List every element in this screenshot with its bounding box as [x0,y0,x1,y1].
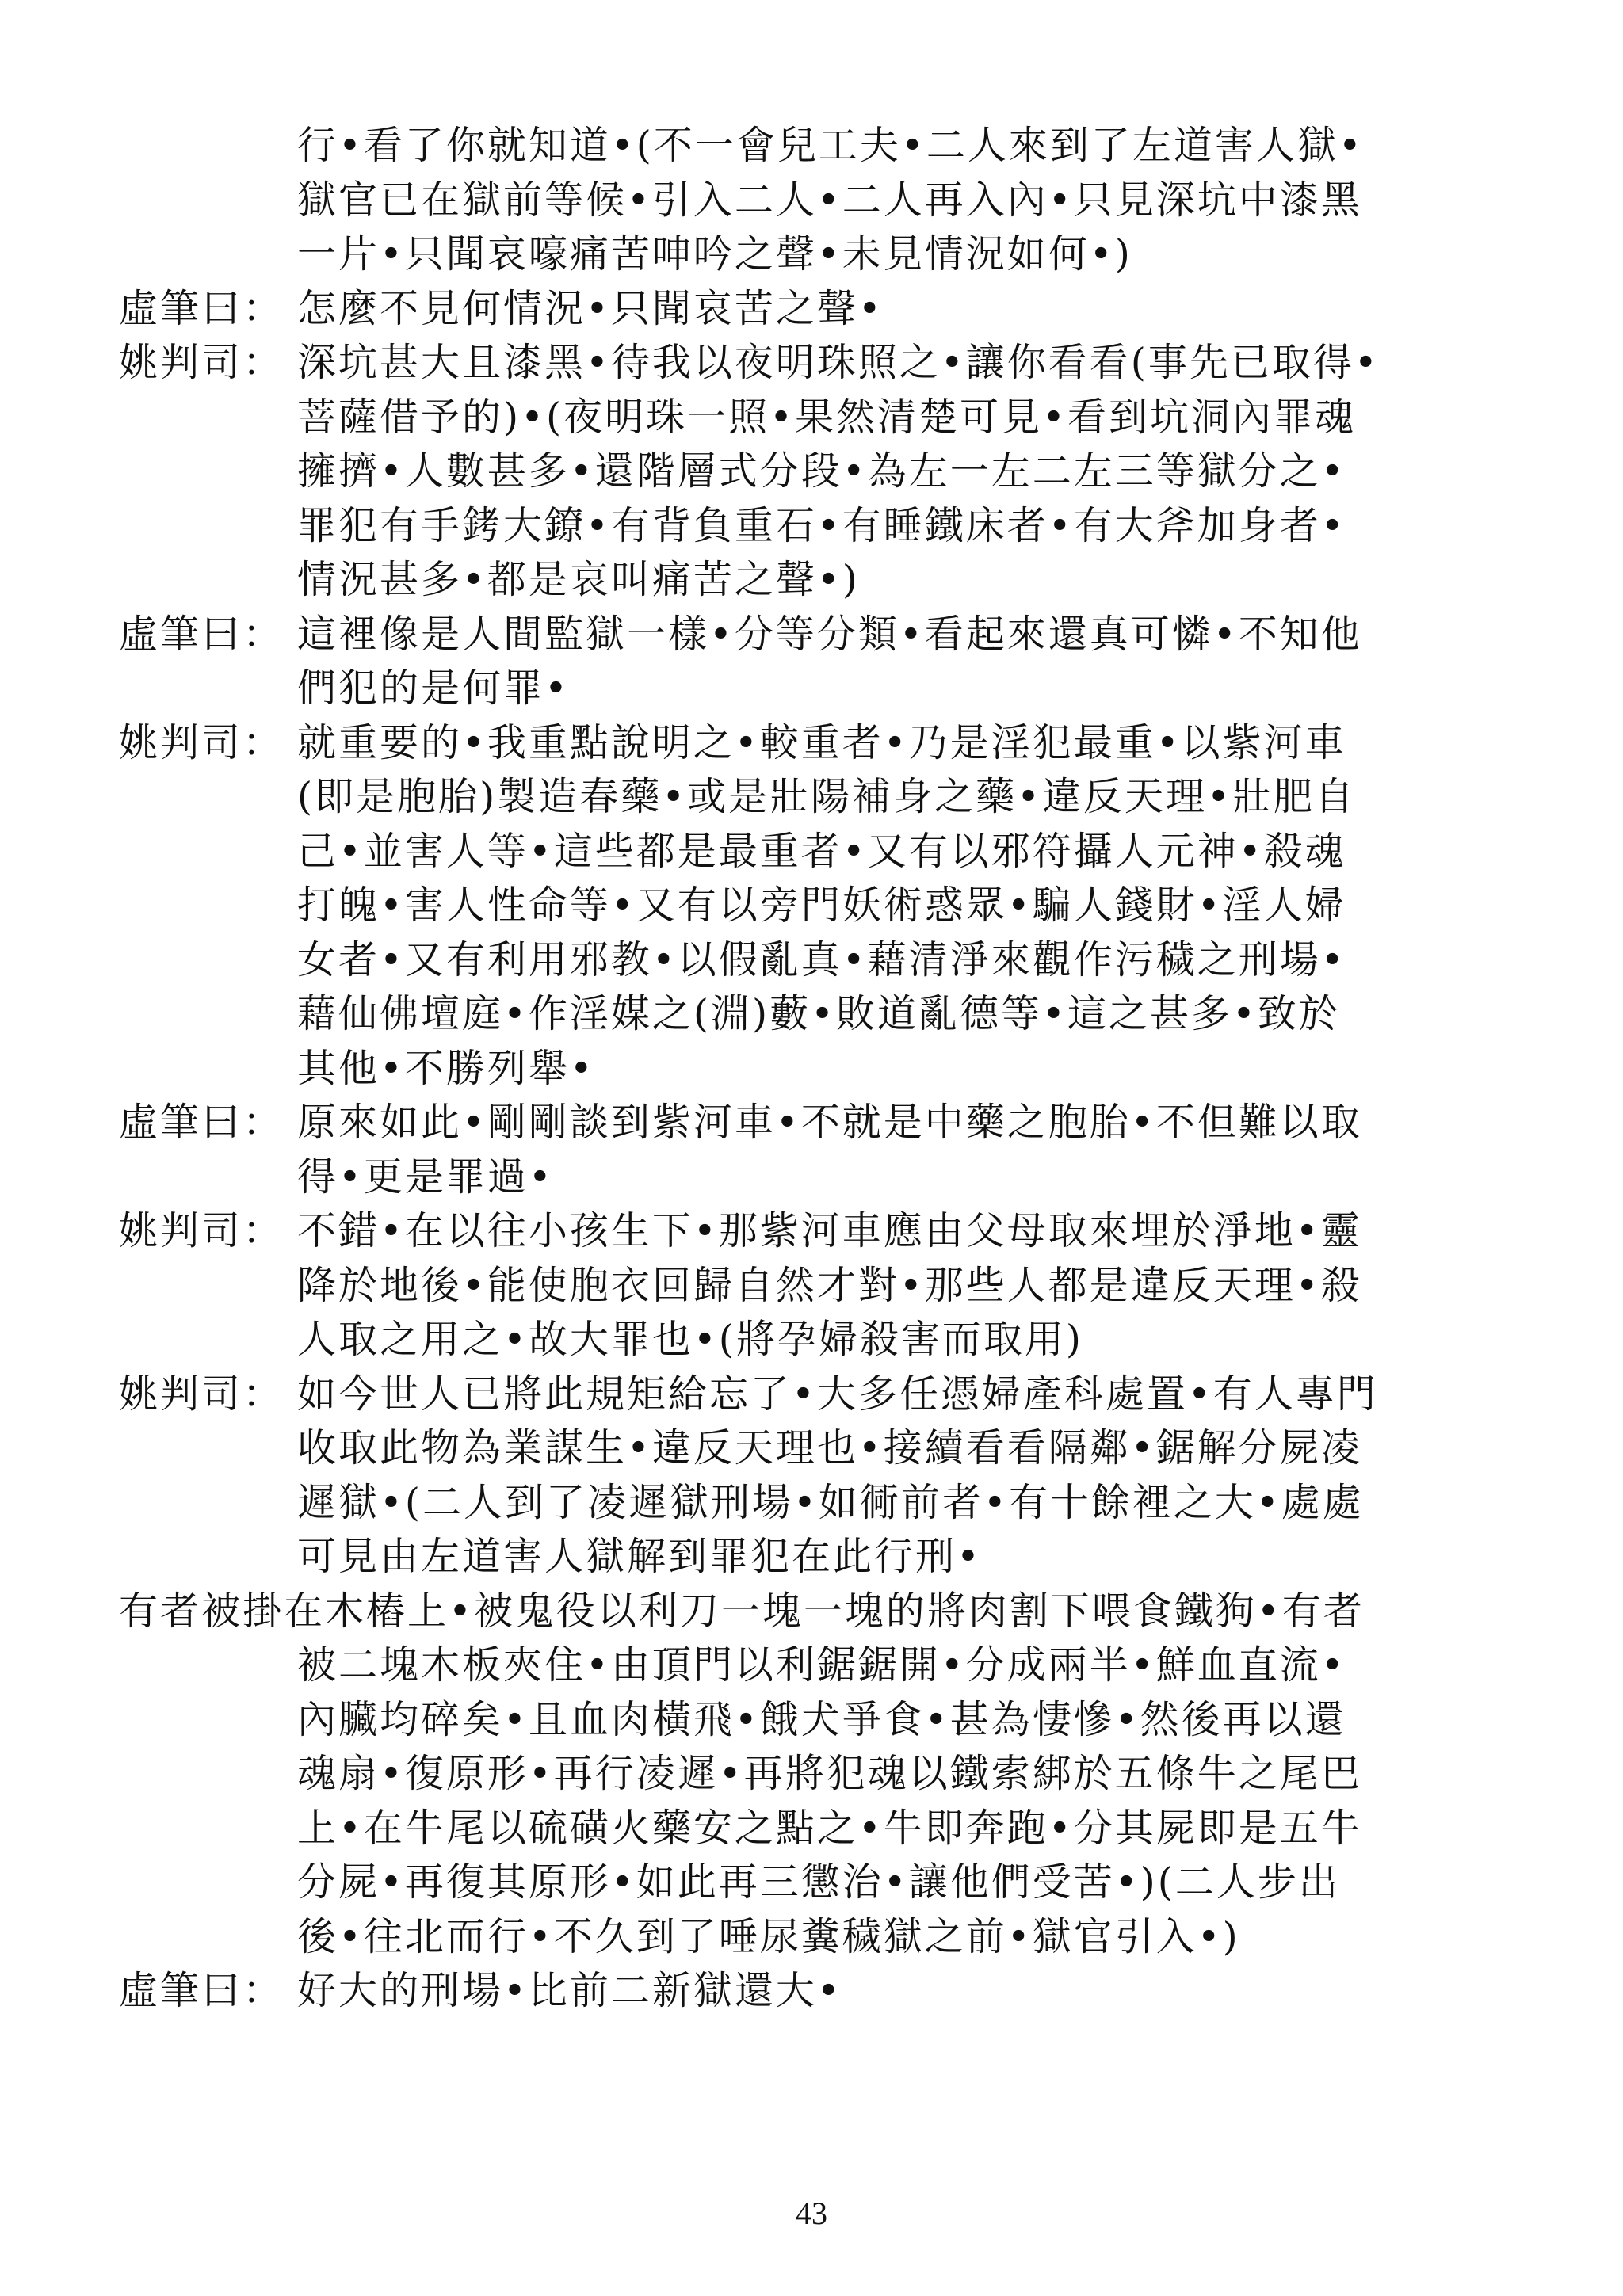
text-line: (即是胞胎)製造春藥•或是壯陽補身之藥•違反天理•壯肥自 [297,774,1356,819]
text-line: 己•並害人等•這些都是最重者•又有以邪符攝人元神•殺魂 [297,828,1346,874]
text-line: 獄官已在獄前等候•引入二人•二人再入內•只見深坑中漆黑 [297,177,1362,223]
page-body [119,119,1514,2019]
text-line: 原來如此•剛剛談到紫河車•不就是中藥之胞胎•不但難以取 [297,1100,1362,1145]
text-line: 深坑甚大且漆黑•待我以夜明珠照之•讓你看看(事先已取得• [297,340,1380,385]
text-line: 罪犯有手銬大鐐•有背負重石•有睡鐵床者•有大斧加身者• [297,502,1346,548]
dialogue-block [119,336,1514,608]
text-line: 就重要的•我重點說明之•較重者•乃是淫犯最重•以紫河車 [297,719,1346,765]
text-line: 魂扇•復原形•再行凌遲•再將犯魂以鐵索綁於五條牛之尾巴 [297,1751,1362,1796]
text-line: 後•往北而行•不久到了唾尿糞穢獄之前•獄官引入•) [297,1913,1240,1959]
text-line: 好大的刑場•比前二新獄還大• [297,1968,842,2013]
text-line: 降於地後•能使胞衣回歸自然才對•那些人都是違反天理•殺 [297,1262,1362,1308]
text-line: 收取此物為業謀生•違反天理也•接續看看隔鄰•鋸解分屍凌 [297,1425,1362,1470]
text-line: 可見由左道害人獄解到罪犯在此行刑• [297,1534,982,1579]
text-line: 上•在牛尾以硫磺火藥安之點之•牛即奔跑•分其屍即是五牛 [297,1805,1362,1851]
speaker-label: 姚判司： [119,719,285,765]
speaker-label: 姚判司： [119,1371,285,1417]
text-line: 菩薩借予的)•(夜明珠一照•果然清楚可見•看到坑洞內罪魂 [297,394,1356,440]
text-line: 打魄•害人性命等•又有以旁門妖術惑眾•騙人錢財•淫人婦 [297,883,1346,928]
page-number: 43 [796,2195,827,2231]
speaker-label: 虛筆曰： [119,285,285,331]
dialogue-block [119,608,1514,716]
narration-block [119,119,1514,282]
text-line: 藉仙佛壇庭•作淫媒之(淵)藪•敗道亂德等•這之甚多•致於 [297,991,1340,1036]
speaker-label: 虛筆曰： [119,1968,285,2013]
dialogue-block [119,1204,1514,1367]
text-line: 有者被掛在木樁上•被鬼役以利刀一塊一塊的將肉割下喂食鐵狗•有者 [119,1588,1365,1634]
speaker-label: 虛筆曰： [119,611,285,657]
text-line: 遲獄•(二人到了凌遲獄刑場•如衕前者•有十餘裡之大•處處 [297,1479,1364,1525]
speaker-label: 姚判司： [119,340,285,385]
text-line: 分屍•再復其原形•如此再三懲治•讓他們受苦•)(二人步出 [297,1859,1340,1905]
text-line: 一片•只聞哀嚎痛苦呻吟之聲•未見情況如何•) [297,231,1132,277]
text-line: 得•更是罪過• [297,1154,554,1199]
dialogue-block [119,282,1514,337]
text-line: 擁擠•人數甚多•還階層式分段•為左一左二左三等獄分之• [297,448,1346,494]
text-line: 怎麼不見何情況•只聞哀苦之聲• [297,285,884,331]
text-line: 情況甚多•都是哀叫痛苦之聲•) [297,557,860,602]
speaker-label: 虛筆曰： [119,1100,285,1145]
speaker-label: 姚判司： [119,1208,285,1253]
text-line: 被二塊木板夾住•由頂門以利鋸鋸開•分成兩半•鮮血直流• [297,1642,1346,1688]
dialogue-block [119,1964,1514,2019]
text-line: 內臟均碎矣•且血肉橫飛•餓犬爭食•甚為悽慘•然後再以還 [297,1696,1346,1742]
dialogue-block [119,1096,1514,1204]
text-line: 們犯的是何罪• [297,666,570,711]
dialogue-block [119,716,1514,1097]
text-line: 不錯•在以往小孩生下•那紫河車應由父母取來埋於淨地•靈 [297,1208,1362,1253]
text-line: 這裡像是人間監獄一樣•分等分類•看起來還真可憐•不知他 [297,611,1362,657]
narration-block [119,1585,1514,1965]
text-line: 行•看了你就知道•(不一會兒工夫•二人來到了左道害人獄• [297,123,1364,168]
text-line: 如今世人已將此規矩給忘了•大多任憑婦產科處置•有人專門 [297,1371,1378,1417]
dialogue-block [119,1367,1514,1585]
text-line: 人取之用之•故大罪也•(將孕婦殺害而取用) [297,1317,1084,1362]
text-line: 女者•又有利用邪教•以假亂真•藉清淨來觀作污穢之刑場• [297,936,1346,982]
text-line: 其他•不勝列舉• [297,1045,595,1091]
